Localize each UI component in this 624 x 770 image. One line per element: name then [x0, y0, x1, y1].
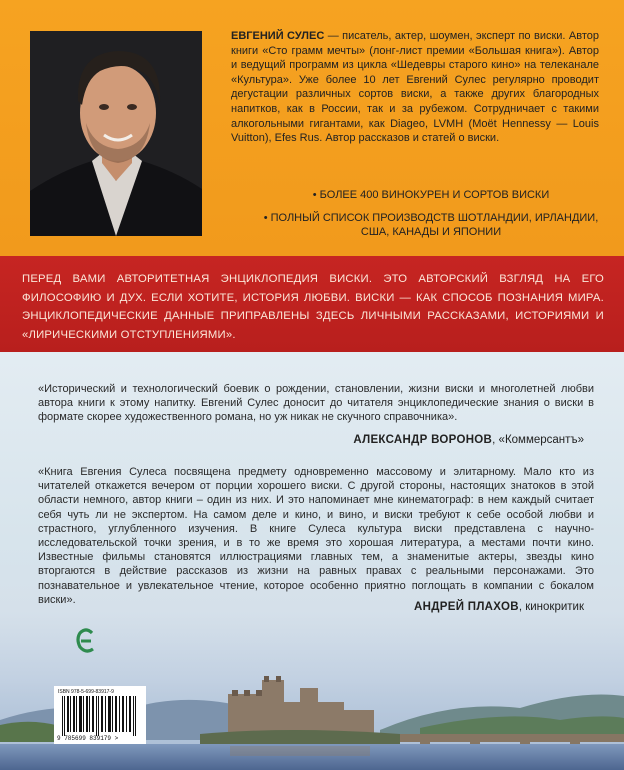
feature-item: • БОЛЕЕ 400 ВИНОКУРЕН И СОРТОВ ВИСКИ	[312, 189, 550, 201]
barcode	[54, 686, 146, 744]
review-quote-1: «Исторический и технологический боевик о рождении, становлении, жизни виски и многолетней любви автора книги к этому напитку. Евгений Сулес доносит до читателя энциклопедические знания о виски в формате скорее художественного романа, но уж никак не скучного справочника».	[38, 383, 594, 424]
review-quote-2: «Книга Евгения Сулеса посвящена предмету одновременно массовому и элитарному. Мало кто из читателей откажется вечером от порции хорошего виски. С другой стороны, настоящих знатоков в этой области немного, автор книги – один из них. И это напоминает мне кинематограф: в нем каждый считает себя чуть ли не экспертом. На самом деле и кино, и вино, и виски требуют к себе особой любви и страстного, углубленного изучения. В книге Сулеса культура виски представлена с научно-исследовательской точки зрения, и в то же время это хорошая литература, а местами почти кино. Известные фильмы становятся иллюстрациями главных тем, а знаменитые актеры, звезды кино вторгаются в действие рассказов из жизни на равных правах с реальными персонажами. Это познавательное и увлекательное чтение, которое особенно приятно поглощать в компании с бокалом виски».	[38, 466, 594, 606]
author-photo	[30, 31, 202, 236]
review-author-name: АНДРЕЙ ПЛАХОВ	[414, 601, 519, 613]
author-bio-text: — писатель, актер, шоумен, эксперт по виски. Автор книги «Сто грамм мечты» (лонг-лист премии «Большая книга»). Автор и ведущий программ из цикла «Шедевры старого кино» на телеканале «Культура». Уже более 10 лет Евгений Сулес регулярно проводит дегустации различных сортов виски, а также других благородных напитков, как в России, так и за рубежом. Сотрудничает с такими алкогольными гигантами, как Diageo, LVMH (Moët Hennessy — Louis Vuitton), Efes Rus. Автор рассказов и статей о виски.	[231, 30, 599, 145]
review-author-role: , кинокритик	[518, 601, 584, 613]
feature-list	[256, 188, 606, 248]
review-author-role: , «Коммерсантъ»	[492, 434, 584, 446]
author-bio	[231, 29, 599, 146]
banner-text: ПЕРЕД ВАМИ АВТОРИТЕТНАЯ ЭНЦИКЛОПЕДИЯ ВИСКИ. ЭТО АВТОРСКИЙ ВЗГЛЯД НА ЕГО ФИЛОСОФИЮ И ДУХ. ЕСЛИ ХОТИТЕ, ИСТОРИЯ ЛЮБВИ. ВИСКИ — КАК СПОСОБ ПОЗНАНИЯ МИРА. ЭНЦИКЛОПЕДИЧЕСКИЕ ДАННЫЕ ПРИПРАВЛЕНЫ ЗДЕСЬ ЛИЧНЫМИ РАССКАЗАМИ, ИСТОРИЯМИ И «ЛИРИЧЕСКИМИ ОТСТУПЛЕНИЯМИ».	[22, 273, 604, 341]
isbn-text: ISBN 978-5-699-83917-9	[58, 689, 114, 695]
review-author-name: АЛЕКСАНДР ВОРОНОВ	[353, 434, 493, 446]
eksmo-logo-icon	[76, 627, 96, 655]
author-name: ЕВГЕНИЙ СУЛЕС	[231, 30, 325, 42]
red-banner	[0, 256, 624, 352]
review-author-1	[353, 434, 584, 446]
review-author-2	[414, 601, 584, 613]
barcode-number: 9 785699 839179 >	[57, 735, 119, 742]
feature-item: • ПОЛНЫЙ СПИСОК ПРОИЗВОДСТВ ШОТЛАНДИИ, ИРЛАНДИИ, США, КАНАДЫ И ЯПОНИИ	[263, 211, 599, 238]
